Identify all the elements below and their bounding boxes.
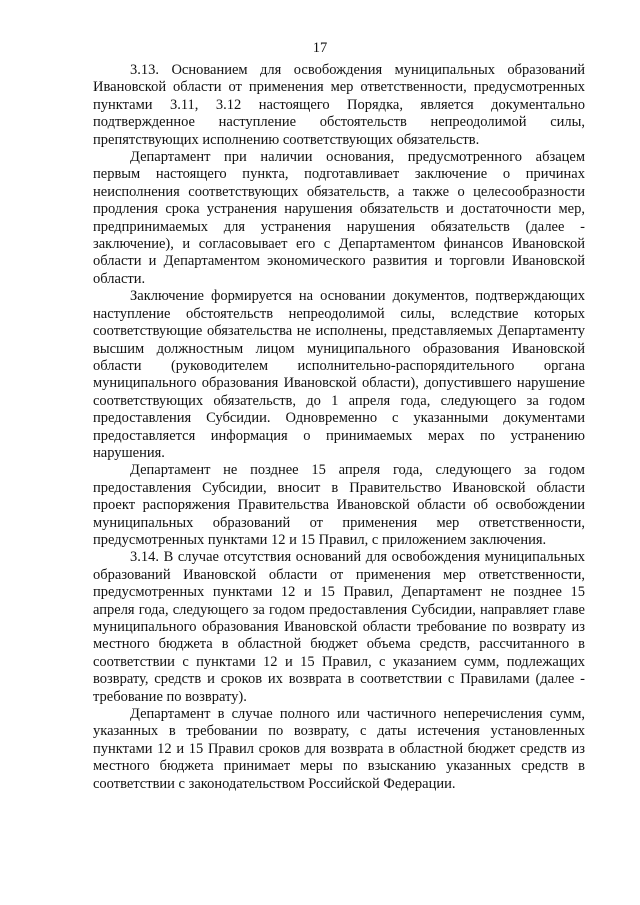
- paragraph-3-14: 3.14. В случае отсутствия оснований для освобождения муниципальных образований Ивановской области от применения мер ответственности, предусмотренных пунктами 12 и 15 Правил, Департамент не позднее 15 апреля года, следующего за годом предоставления Субсидии, направляет главе муниципального образования Ивановской области требование по возврату из местного бюджета в областной бюджет объема средств, рассчитанного в соответствии с пунктами 12 и 15 Правил, с указанием сумм, подлежащих возврату, средств и сроков их возврата в соответствии с Правилами (далее - требование по возврату).: [93, 549, 585, 705]
- paragraph-conclusion-preparation: Департамент при наличии основания, предусмотренного абзацем первым настоящего пункта, подготавливает заключение о причинах неисполнения соответствующих обязательств, а также о целесообразности продления срока устранения нарушения обязательств и достаточности мер, предпринимаемых для устранения нарушения обязательств (далее - заключение), и согласовывает его с Департаментом финансов Ивановской области и Департаментом экономического развития и торговли Ивановской области.: [93, 149, 585, 287]
- paragraph-government-submission: Департамент не позднее 15 апреля года, следующего за годом предоставления Субсидии, вносит в Правительство Ивановской области проект распоряжения Правительства Ивановской области об освобождении муниципальных образований от применения мер ответственности, предусмотренных пунктами 12 и 15 Правил, с приложением заключения.: [93, 462, 585, 548]
- paragraph-conclusion-basis: Заключение формируется на основании документов, подтверждающих наступление обстоятельств непреодолимой силы, вследствие которых соответствующие обязательства не исполнены, представляемых Департаменту высшим должностным лицом муниципального образования Ивановской области (руководителем исполнительно-распорядительного органа муниципального образования Ивановской области), допустившего нарушение соответствующих обязательств, до 1 апреля года, следующего за годом предоставления Субсидии. Одновременно с указанными документами предоставляется информация о принимаемых мерах по устранению нарушения.: [93, 288, 585, 461]
- page-number: 17: [312, 40, 328, 56]
- paragraph-3-13: 3.13. Основанием для освобождения муниципальных образований Ивановской области от применения мер ответственности, предусмотренных пунктами 3.11, 3.12 настоящего Порядка, является документально подтвержденное наступление обстоятельств непреодолимой силы, препятствующих исполнению соответствующих обязательств.: [93, 62, 585, 148]
- document-body: [93, 62, 585, 793]
- paragraph-recovery-measures: Департамент в случае полного или частичного неперечисления сумм, указанных в требовании по возврату, с даты истечения установленных пунктами 12 и 15 Правил сроков для возврата в областной бюджет средств из местного бюджета принимает меры по взысканию указанных средств в соответствии с законодательством Российской Федерации.: [93, 706, 585, 792]
